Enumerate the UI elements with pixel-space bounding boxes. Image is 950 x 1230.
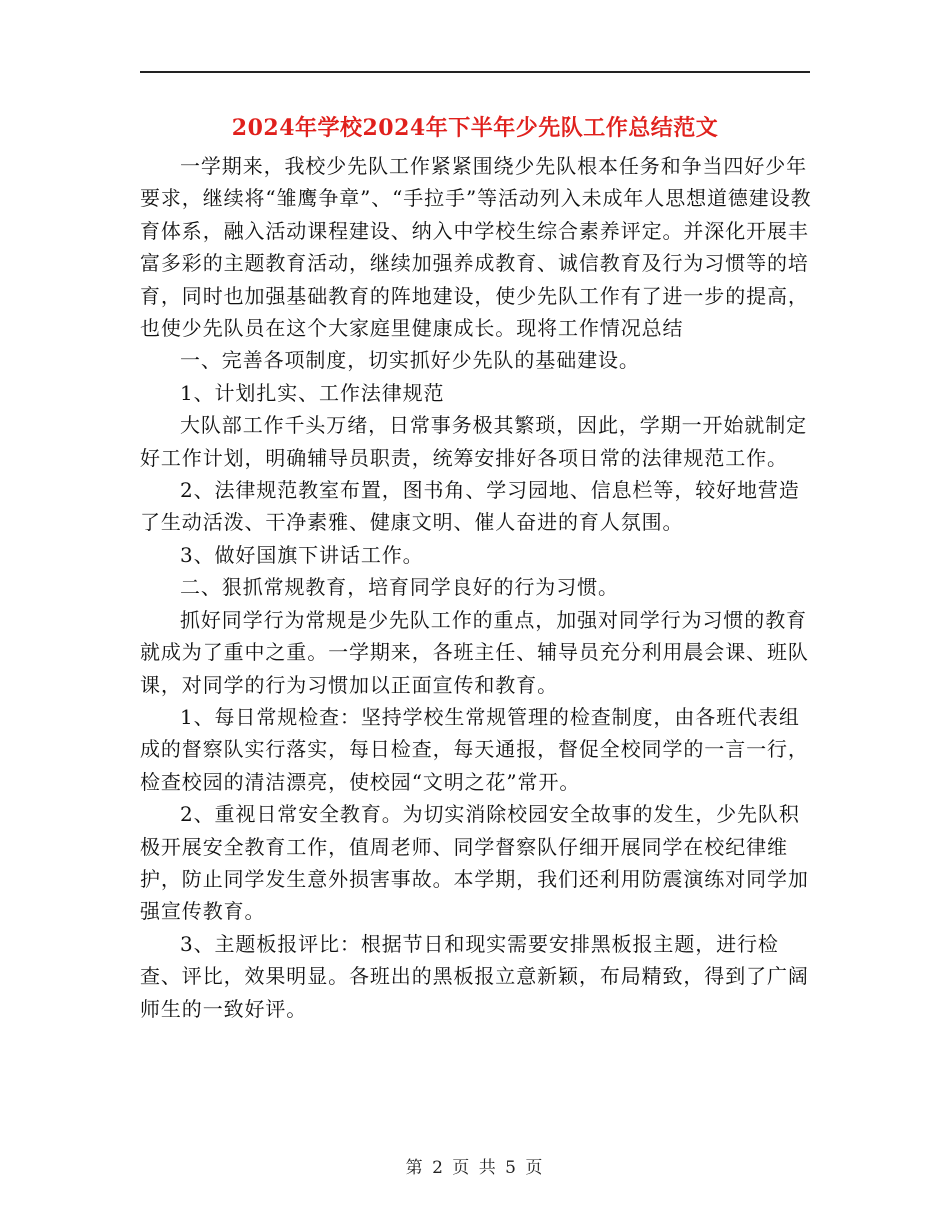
subsection-2-3: 3、主题板报评比：根据节日和现实需要安排黑板报主题，进行检查、评比，效果明显。各班出的黑板报立意新颖，布局精致，得到了广阔师生的一致好评。 [140,931,809,1021]
paragraph-intro: 一学期来，我校少先队工作紧紧围绕少先队根本任务和争当四好少年要求，继续将“雏鹰争章”、“手拉手”等活动列入未成年人思想道德建设教育体系，融入活动课程建设、纳入中学校生综合素养评定。并深化开展丰富多彩的主题教育活动，继续加强养成教育、诚信教育及行为习惯等的培育，同时也加强基础教育的阵地建设，使少先队工作有了进一步的提高，也使少先队员在这个大家庭里健康成长。现将工作情况总结 [140,154,812,341]
document-title: 2024年学校2024年下半年少先队工作总结范文 [231,115,719,141]
subsection-2-2: 2、重视日常安全教育。为切实消除校园安全故事的发生，少先队积极开展安全教育工作，值周老师、同学督察队仔细开展同学在校纪律维护，防止同学发生意外损害事故。本学期，我们还利用防震演练对同学加强宣传教育。 [140,802,809,924]
section-heading-2: 二、狠抓常规教育，培育同学良好的行为习惯。 [180,575,619,600]
header-rule [140,71,810,73]
subsection-1-2: 2、法律规范教室布置，图书角、学习园地、信息栏等，较好地营造了生动活泼、干净素雅、健康文明、催人奋进的育人氛围。 [140,478,800,535]
page-number-footer: 第 2 页 共 5 页 [405,1158,545,1178]
subsection-1-1: 1、计划扎实、工作法律规范 [180,380,445,405]
paragraph-routine: 抓好同学行为常规是少先队工作的重点，加强对同学行为习惯的教育就成为了重中之重。一学期来，各班主任、辅导员充分利用晨会课、班队课，对同学的行为习惯加以正面宣传和教育。 [140,607,809,697]
subsection-2-1: 1、每日常规检查：坚持学校生常规管理的检查制度，由各班代表组成的督察队实行落实，每日检查，每天通报，督促全校同学的一言一行，检查校园的清洁漂亮，使校园“文明之花”常开。 [140,704,809,794]
paragraph-planning: 大队部工作千头万绪，日常事务极其繁琐，因此，学期一开始就制定好工作计划，明确辅导员职责，统筹安排好各项日常的法律规范工作。 [140,413,807,470]
document-body [140,150,812,1025]
section-heading-1: 一、完善各项制度，切实抓好少先队的基础建设。 [180,348,640,373]
subsection-1-3: 3、做好国旗下讲话工作。 [180,542,424,567]
